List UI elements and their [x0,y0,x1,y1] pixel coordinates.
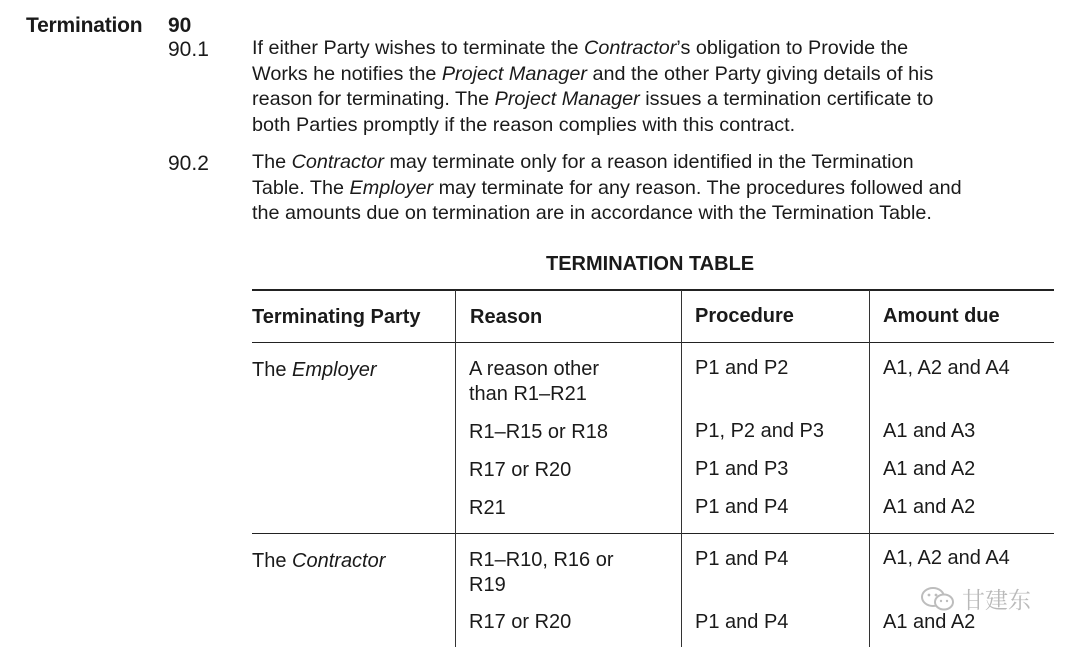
clause-text [252,36,1056,138]
procedure-cell: P1 and P4 [695,496,789,518]
reason-cell: A reason other than R1–R21 [469,358,600,405]
reason-cell: R17 or R20 [469,611,572,633]
table-divider [681,290,682,647]
amount-cell: A1 and A3 [883,420,976,442]
table-rule-group [252,533,1054,534]
table-title: TERMINATION TABLE [546,253,755,275]
party-cell: The Contractor [252,550,386,572]
clause-line: If either Party wishes to terminate the Contractor’s obligation to Provide the [252,37,909,59]
reason-cell: R17 or R20 [469,459,572,481]
header-reason: Reason [470,306,543,328]
reason-cell: R1–R15 or R18 [469,421,608,443]
procedure-cell: P1 and P4 [695,548,789,570]
clause-line: Works he notifies the Project Manager and the other Party giving details of his [252,62,934,85]
table-rule-top [252,289,1054,291]
wechat-icon [920,585,956,613]
party-cell: The Employer [252,359,377,381]
amount-cell: A1 and A2 [883,611,976,633]
section-number: 90 [168,14,192,37]
header-procedure: Procedure [695,305,794,327]
watermark [920,582,1031,615]
amount-cell: A1, A2 and A4 [883,547,1010,569]
reason-cell: R21 [469,497,506,519]
header-amount: Amount due [883,305,1000,327]
clause-line: the amounts due on termination are in accordance with the Termination Table. [252,202,932,225]
table-divider [455,290,456,647]
amount-cell: A1 and A2 [883,458,976,480]
procedure-cell: P1 and P3 [695,458,789,480]
amount-cell: A1 and A2 [883,496,976,518]
procedure-cell: P1 and P4 [695,611,789,633]
section-title: Termination [26,14,143,37]
procedure-cell: P1 and P2 [695,357,789,379]
clause-line: both Parties promptly if the reason complies with this contract. [252,113,796,136]
table-rule-header [252,342,1054,343]
clause-line: The Contractor may terminate only for a reason identified in the Termination [252,151,914,173]
procedure-cell: P1, P2 and P3 [695,420,824,442]
clause-number: 90.1 [168,38,209,61]
table-divider [869,290,870,647]
clause-number: 90.2 [168,152,209,175]
watermark-text: 甘建东 [962,587,1031,613]
amount-cell: A1, A2 and A4 [883,357,1010,379]
clause-line: reason for terminating. The Project Manager issues a termination certificate to [252,88,934,111]
clause-line: Table. The Employer may terminate for any reason. The procedures followed and [252,176,962,199]
header-party: Terminating Party [252,306,421,328]
reason-cell: R1–R10, R16 or R19 [469,549,614,596]
clause-text [252,150,1056,227]
